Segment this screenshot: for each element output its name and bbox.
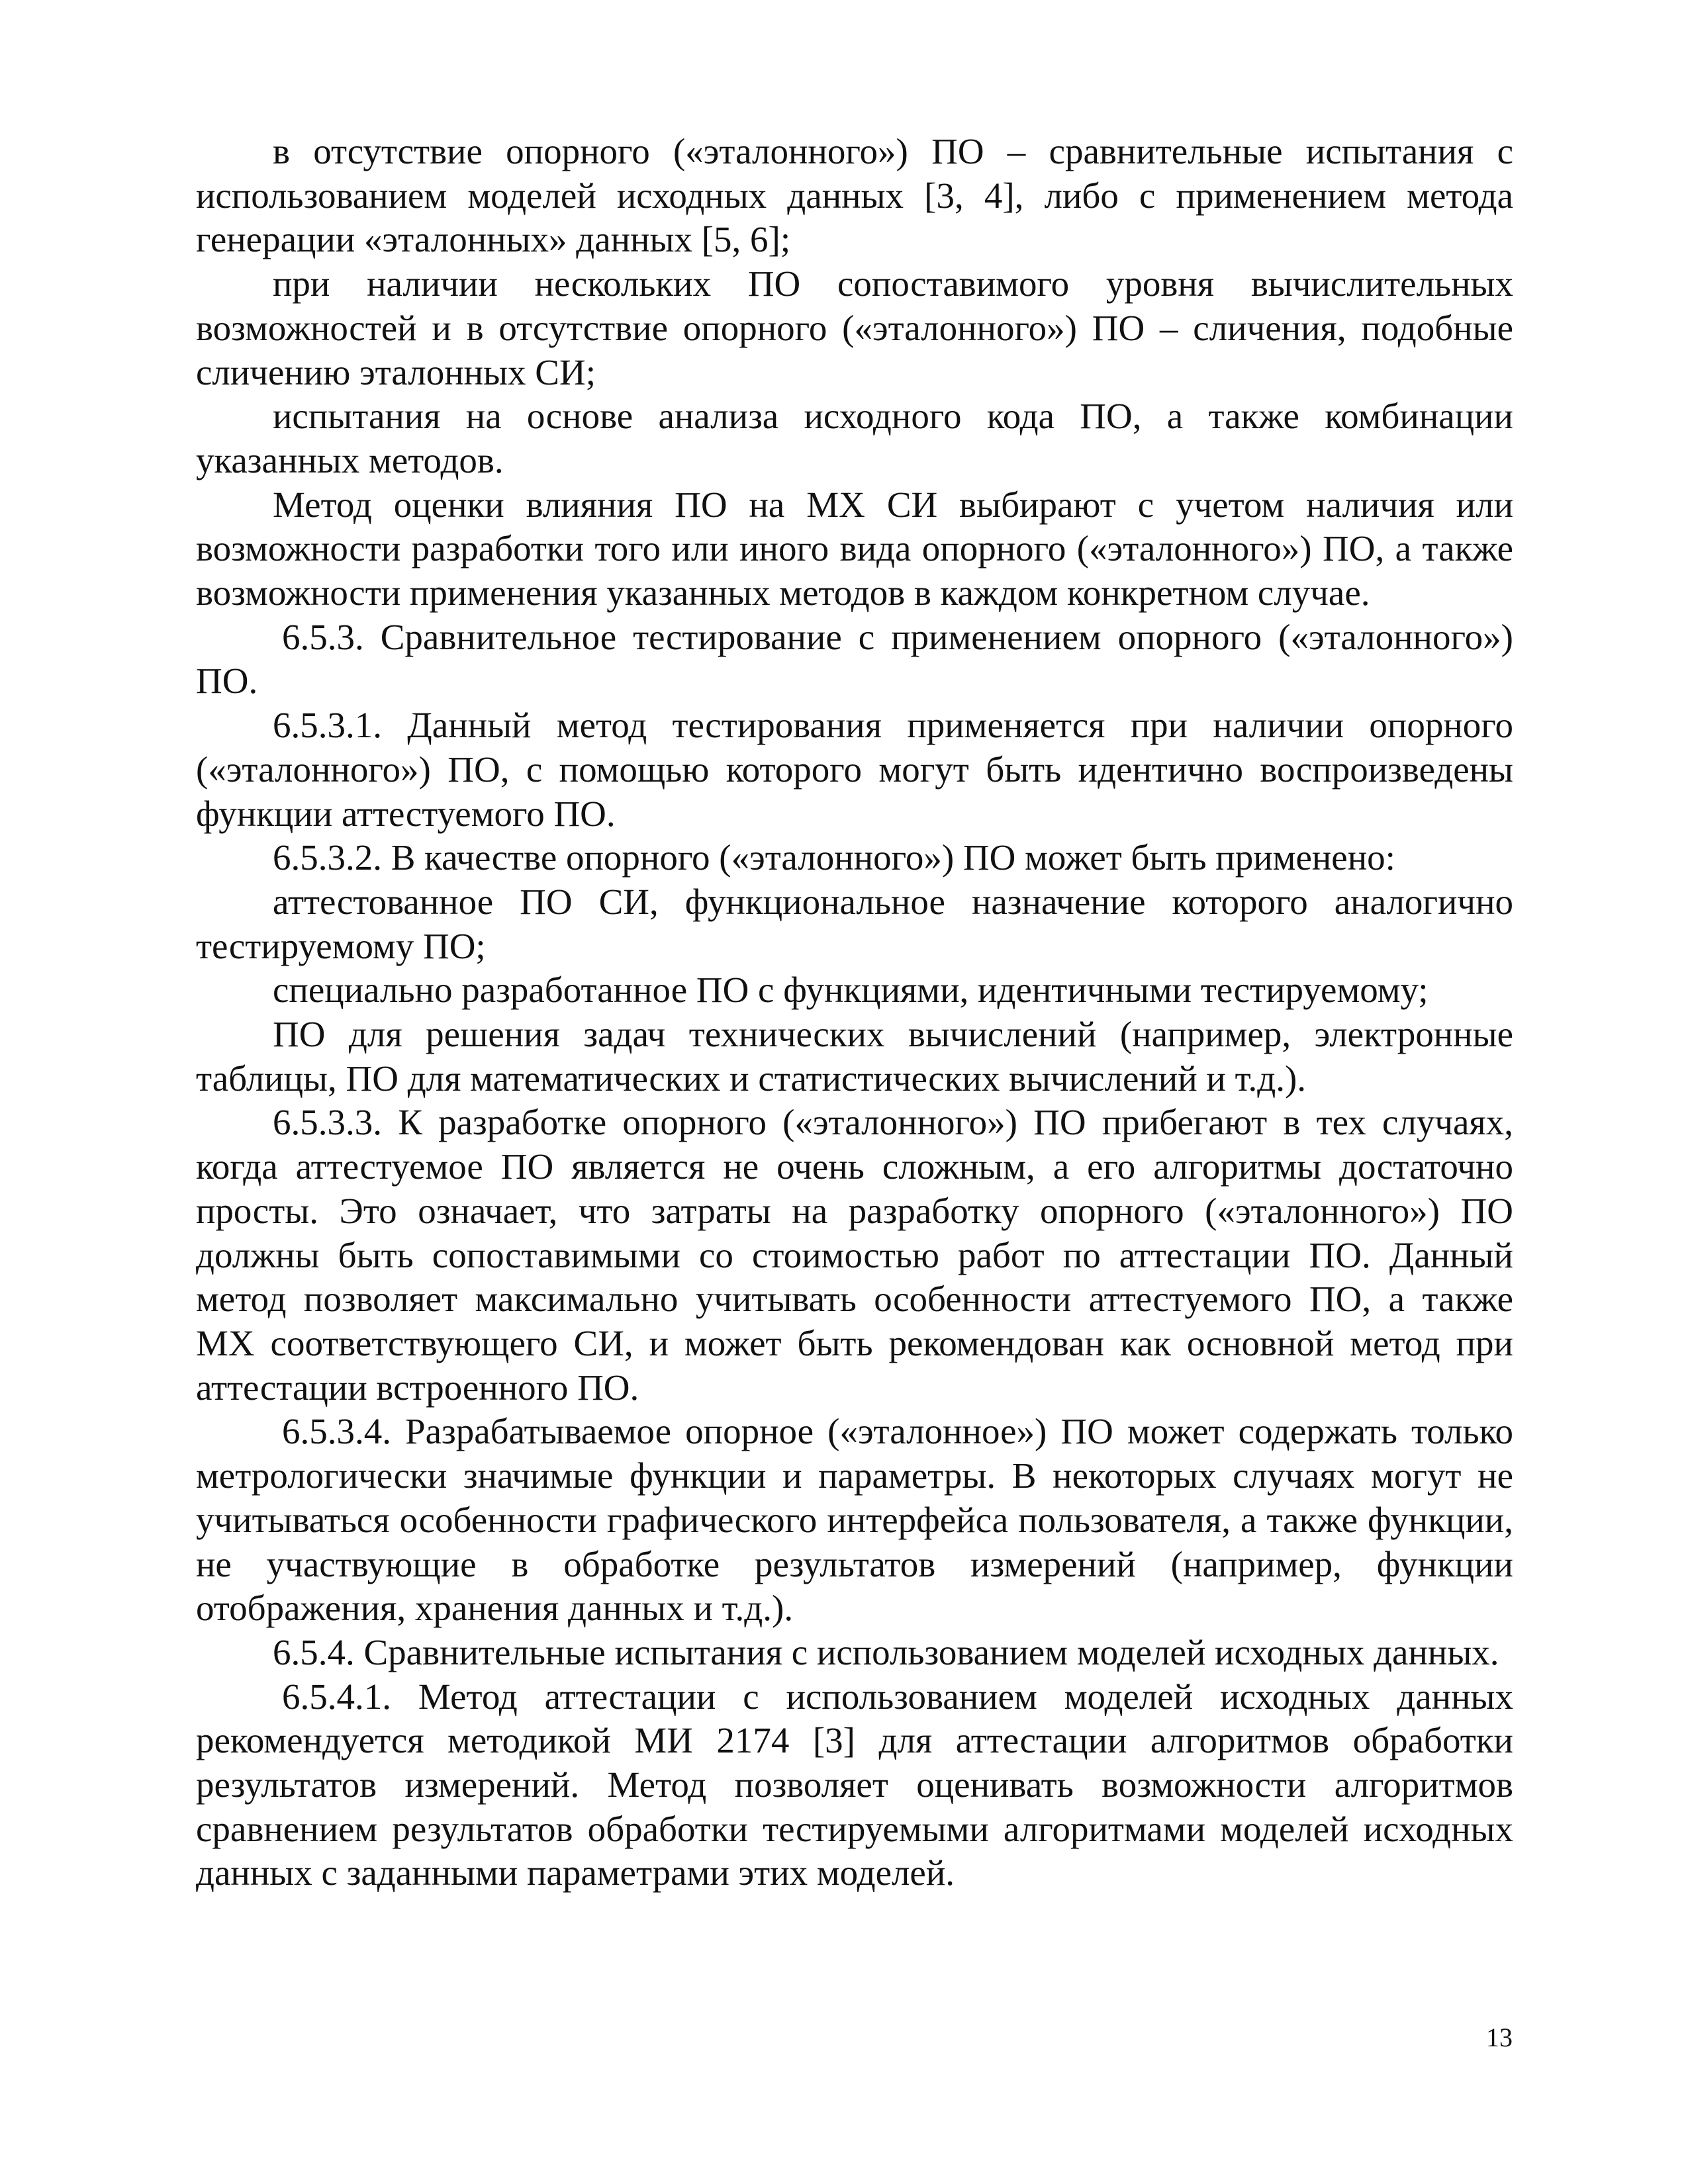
paragraph-6-5-3-1: 6.5.3.1. Данный метод тестирования применяется при наличии опорного («эталонного») ПО, с помощью которого могут быть идентично воспроизведены функции аттестуемого ПО. <box>196 705 1513 834</box>
section-6-5-3-heading: 6.5.3. Сравнительное тестирование с применением опорного («эталонного») ПО. <box>196 616 1513 702</box>
page-number: 13 <box>1486 2023 1513 2052</box>
list-item-computation-software: ПО для решения задач технических вычислений (например, электронные таблицы, ПО для математических и статистических вычислений и т.д.). <box>196 1014 1513 1099</box>
paragraph-several-software: при наличии нескольких ПО сопоставимого уровня вычислительных возможностей и в отсутствие опорного («эталонного») ПО – сличения, подобные сличению эталонных СИ; <box>196 263 1513 392</box>
paragraph-source-code-analysis: испытания на основе анализа исходного кода ПО, а также комбинации указанных методов. <box>196 396 1513 480</box>
list-item-special-software: специально разработанное ПО с функциями, идентичными тестируемому; <box>273 970 1429 1011</box>
paragraph-6-5-3-2: 6.5.3.2. В качестве опорного («эталонного») ПО может быть применено: <box>273 837 1395 878</box>
paragraph-reference-absent: в отсутствие опорного («эталонного») ПО – сравнительные испытания с использованием моделей исходных данных [3, 4], либо с применением метода генерации «эталонных» данных [5, 6]; <box>196 131 1513 260</box>
paragraph-6-5-3-4: 6.5.3.4. Разрабатываемое опорное («эталонное») ПО может содержать только метрологически значимые функции и параметры. В некоторых случаях могут не учитываться особенности графического интерфейса пользователя, а также функции, не участвующие в обработке результатов измерений (например, функции отображения, хранения данных и т.д.). <box>196 1411 1513 1629</box>
paragraph-6-5-4-1: 6.5.4.1. Метод аттестации с использованием моделей исходных данных рекомендуется методикой МИ 2174 [3] для аттестации алгоритмов обработки результатов измерений. Метод позволяет оценивать возможности алгоритмов сравнением результатов обработки тестируемыми алгоритмами моделей исходных данных с заданными параметрами этих моделей. <box>196 1676 1513 1893</box>
paragraph-6-5-3-3: 6.5.3.3. К разработке опорного («эталонного») ПО прибегают в тех случаях, когда аттестуемое ПО является не очень сложным, а его алгоритмы достаточно просты. Это означает, что затраты на разработку опорного («эталонного») ПО должны быть сопоставимыми со стоимостью работ по аттестации ПО. Данный метод позволяет максимально учитывать особенности аттестуемого ПО, а также МХ соответствующего СИ, и может быть рекомендован как основной метод при аттестации встроенного ПО. <box>196 1102 1513 1408</box>
paragraph-method-selection: Метод оценки влияния ПО на МХ СИ выбирают с учетом наличия или возможности разработки того или иного вида опорного («эталонного») ПО, а также возможности применения указанных методов в каждом конкретном случае. <box>196 484 1513 614</box>
list-item-certified-software: аттестованное ПО СИ, функциональное назначение которого аналогично тестируемому ПО; <box>196 881 1513 966</box>
body-text <box>196 130 1513 1895</box>
section-6-5-4-heading: 6.5.4. Сравнительные испытания с использованием моделей исходных данных. <box>273 1631 1499 1672</box>
